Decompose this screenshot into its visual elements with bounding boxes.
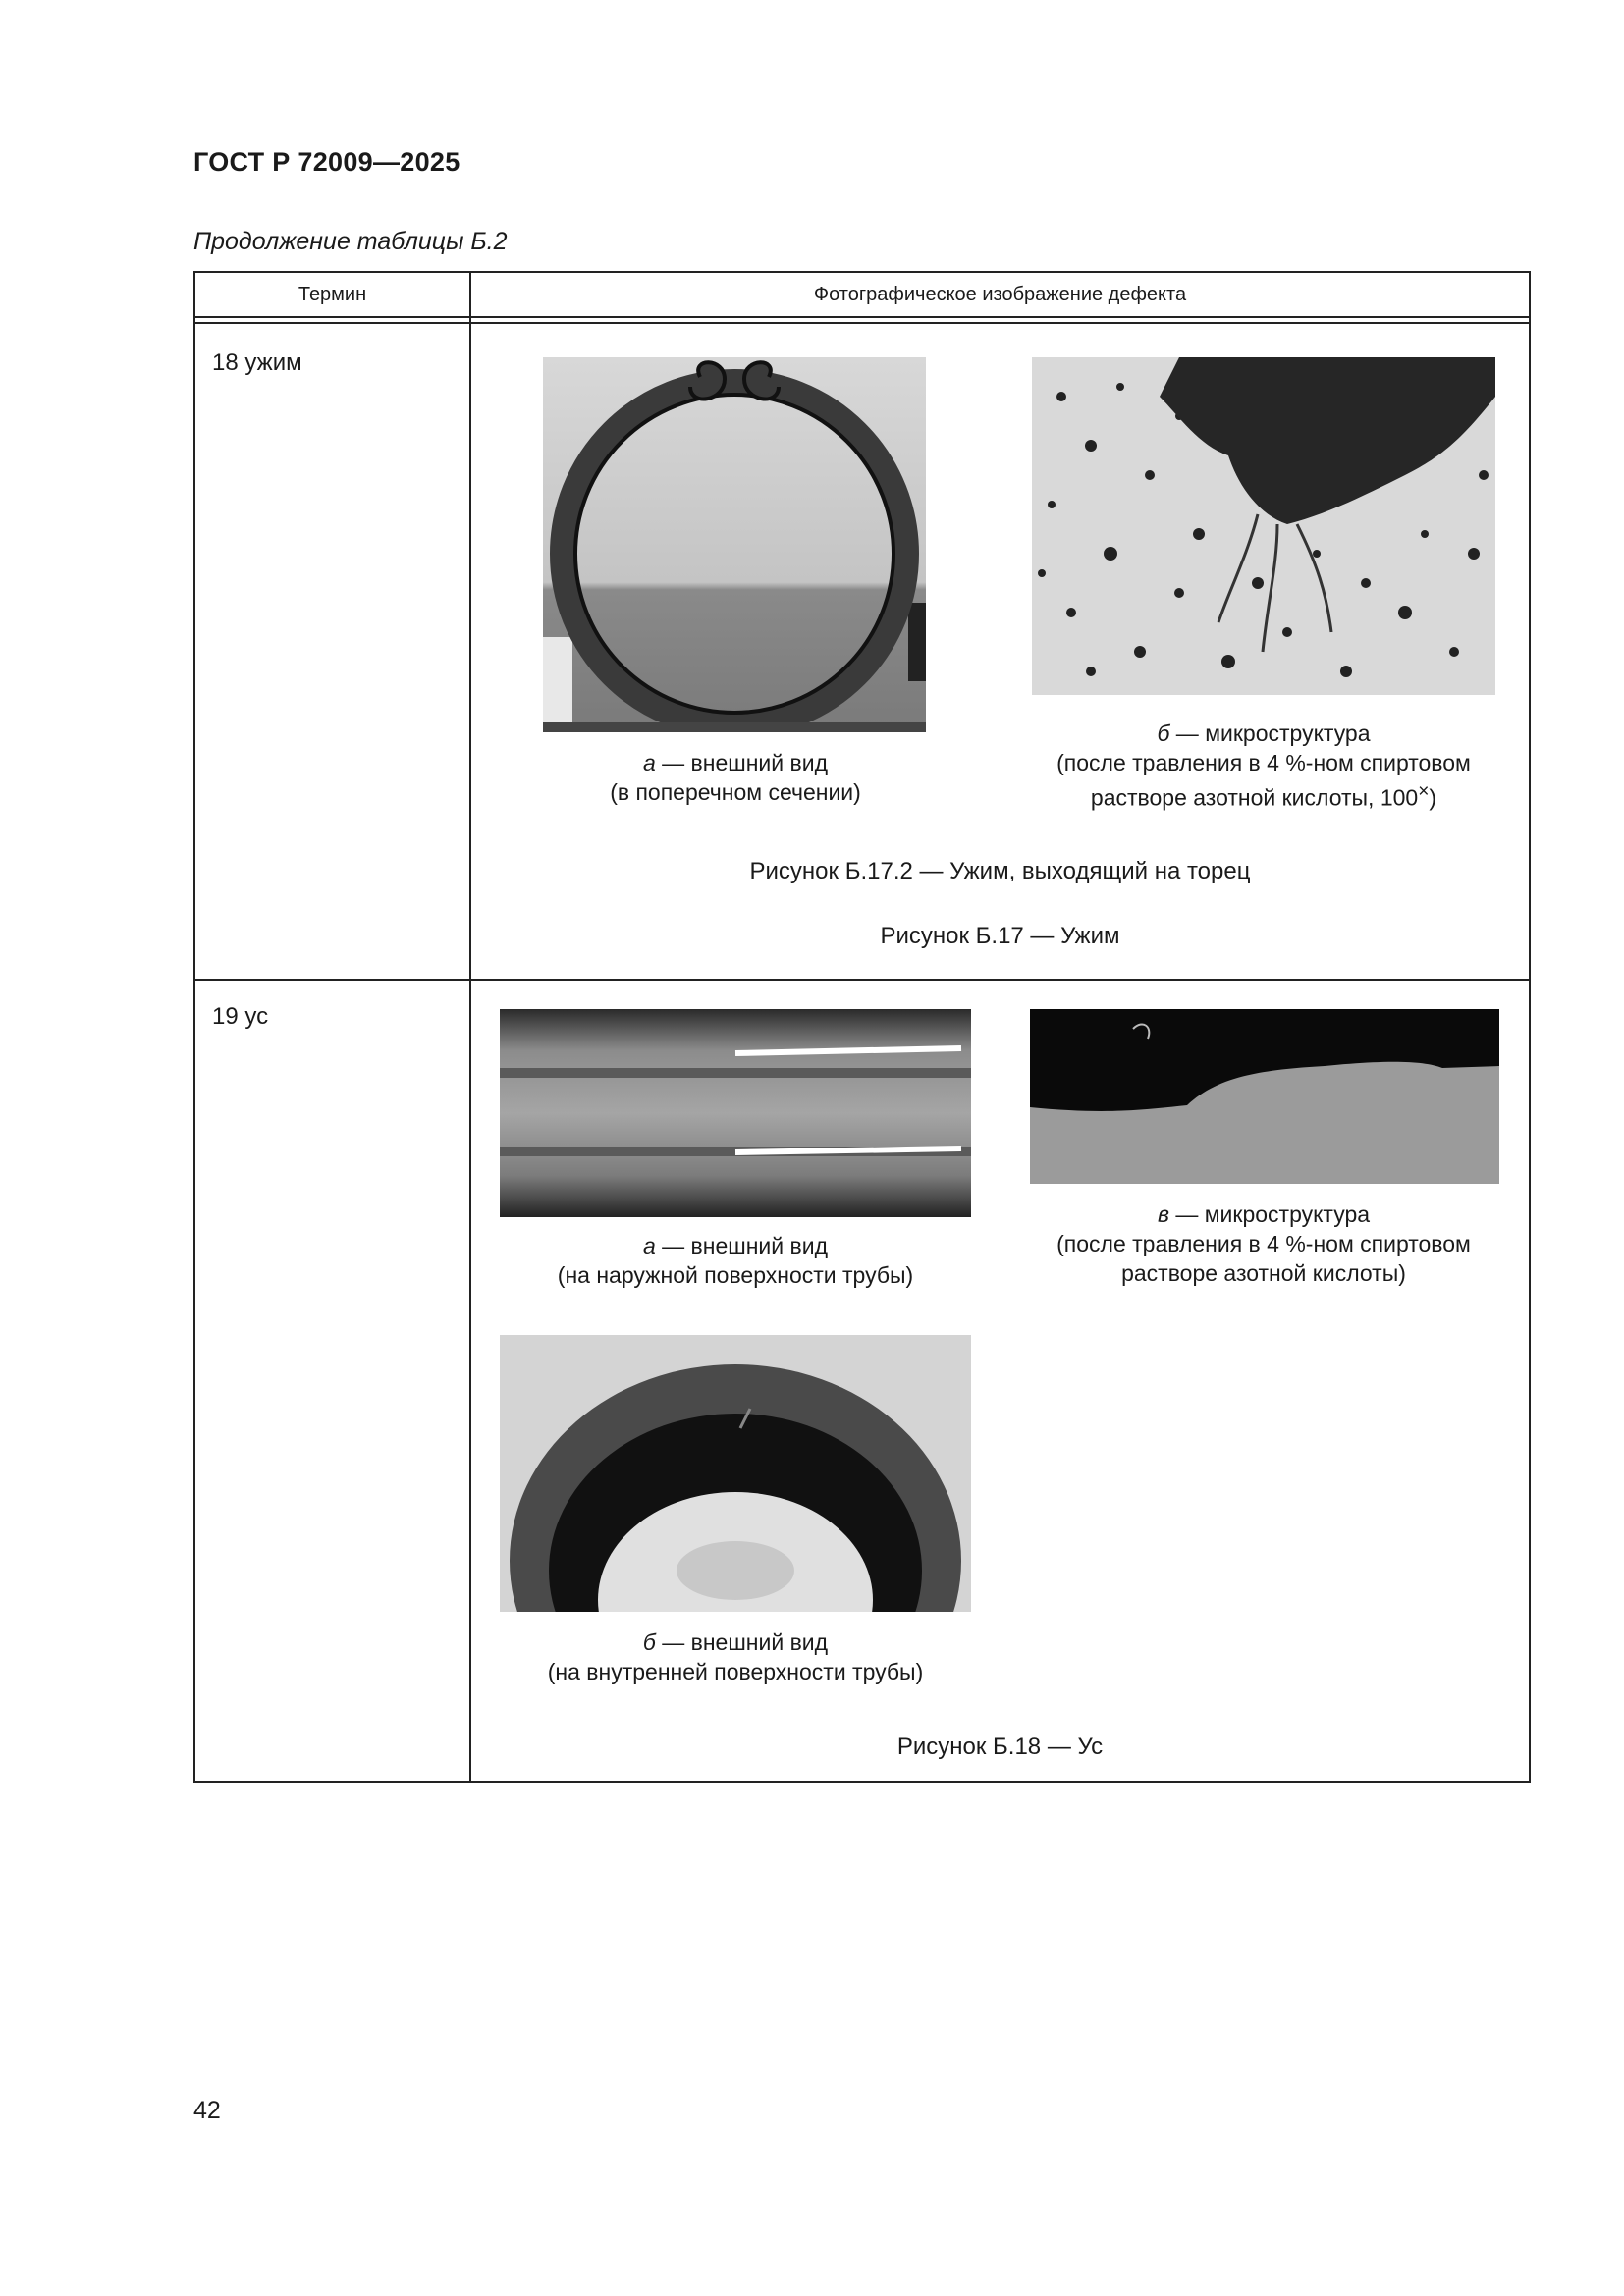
caption-19b-letter: б (642, 1629, 656, 1655)
caption-18a-text: — внешний вид (655, 750, 828, 775)
figure-caption-b17-2: Рисунок Б.17.2 — Ужим, выходящий на торец (749, 858, 1251, 884)
caption-18b (989, 719, 1539, 813)
header-divider-double (195, 322, 1529, 324)
caption-18a-letter: а (642, 750, 656, 775)
photo-18a-cross-section (543, 357, 926, 732)
caption-19c-line2: (после травления в 4 %-ном спиртовом (1056, 1231, 1471, 1256)
photo-18b-microstructure (1032, 357, 1495, 695)
caption-18b-text: — микроструктура (1169, 721, 1371, 746)
caption-18b-superscript: × (1418, 781, 1430, 802)
caption-18a-line2: (в поперечном сечении) (610, 779, 861, 805)
caption-19a-letter: а (642, 1233, 656, 1258)
table-continuation-label: Продолжение таблицы Б.2 (193, 228, 508, 255)
term-18: 18 ужим (212, 349, 302, 376)
page-number: 42 (193, 2097, 221, 2124)
photo-19c-microstructure (1030, 1009, 1499, 1184)
figure-caption-b17: Рисунок Б.17 — Ужим (880, 923, 1120, 949)
column-divider (469, 273, 471, 1781)
caption-18b-letter: б (1157, 721, 1170, 746)
term-19: 19 ус (212, 1003, 269, 1030)
caption-19a-line2: (на наружной поверхности трубы) (557, 1262, 914, 1288)
caption-19a (500, 1231, 971, 1290)
caption-19c-text: — микроструктура (1168, 1201, 1371, 1227)
caption-19b-line2: (на внутренней поверхности трубы) (547, 1659, 924, 1684)
photo-19a-outer-surface (500, 1009, 971, 1217)
caption-19c (989, 1200, 1539, 1288)
caption-19c-letter: в (1157, 1201, 1169, 1227)
caption-18b-line3: растворе азотной кислоты, 100 (1090, 784, 1419, 811)
caption-19c-line3: растворе азотной кислоты) (1121, 1260, 1406, 1286)
caption-19a-text: — внешний вид (655, 1233, 828, 1258)
caption-18b-line3-end: ) (1429, 784, 1437, 811)
column-header-photo: Фотографическое изображение дефекта (813, 284, 1187, 305)
caption-19b-text: — внешний вид (655, 1629, 829, 1655)
column-header-term: Термин (298, 284, 367, 305)
defect-table (193, 271, 1531, 1783)
caption-18b-line2: (после травления в 4 %-ном спиртовом (1056, 750, 1471, 775)
photo-19b-inner-surface (500, 1335, 971, 1612)
caption-19b (500, 1628, 971, 1686)
row-divider (195, 979, 1529, 981)
figure-caption-b18: Рисунок Б.18 — Ус (896, 1734, 1104, 1760)
caption-18a (559, 748, 912, 807)
header-divider (195, 316, 1529, 318)
document-header: ГОСТ Р 72009—2025 (193, 147, 460, 177)
